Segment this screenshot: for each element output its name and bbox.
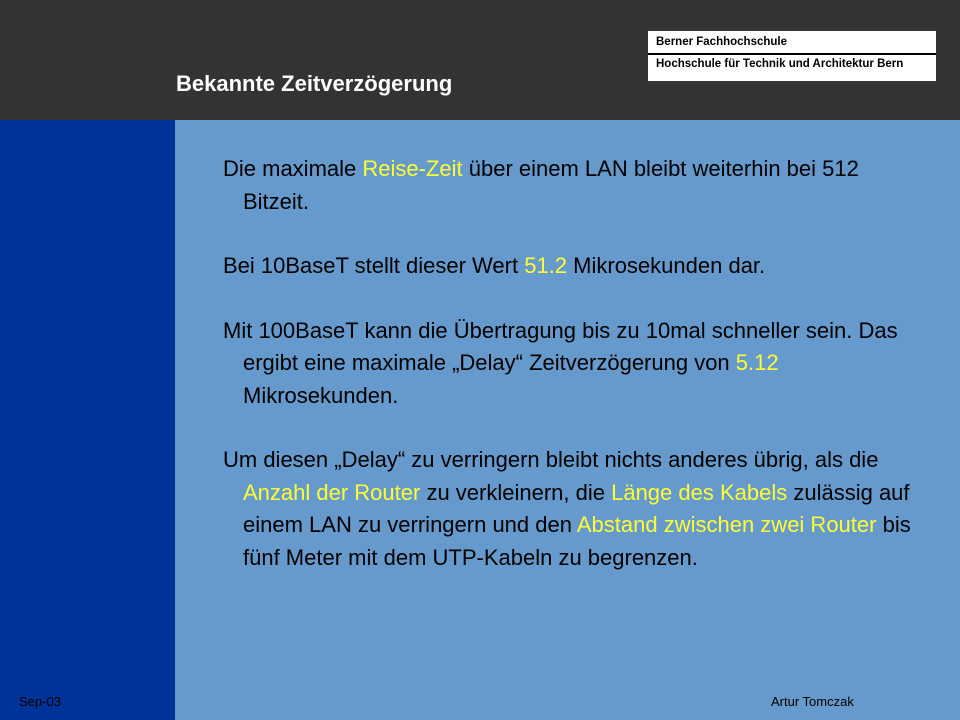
highlighted-term: Reise-Zeit [362, 156, 463, 181]
text-run: Mit 100BaseT kann die Übertragung bis zu 10mal schneller sein. Das ergibt eine maximale „Delay“ Zeitverzögerung von [223, 317, 898, 375]
paragraph-1 [223, 153, 913, 218]
highlighted-term: Länge des Kabels [611, 479, 788, 505]
paragraph-2 [223, 250, 913, 283]
highlighted-term: 5.12 [735, 350, 779, 375]
highlighted-term: Abstand zwischen zwei Router [576, 512, 877, 537]
slide-body [223, 153, 913, 574]
logo-line-1: Berner Fachhochschule [656, 36, 788, 48]
footer-author: Artur Tomczak [771, 694, 854, 709]
institution-logo [648, 31, 936, 81]
text-run: über einem LAN bleibt weiterhin bei 512 Bitzeit. [243, 156, 859, 214]
text-run: Mikrosekunden dar. [567, 253, 766, 278]
sidebar-bar [0, 120, 175, 720]
highlighted-term: 51.2 [524, 253, 568, 278]
highlighted-term: Anzahl der Router [243, 479, 421, 505]
text-run: zulässig auf einem LAN zu verringern und den [243, 479, 910, 537]
logo-divider [648, 53, 936, 55]
slide-title: Bekannte Zeitverzögerung [176, 71, 453, 96]
paragraph-3 [223, 315, 913, 413]
footer-date: Sep-03 [19, 694, 61, 709]
text-run: zu verkleinern, die [420, 479, 612, 505]
paragraph-4 [223, 444, 913, 574]
text-run: Mikrosekunden. [243, 382, 399, 408]
logo-line-2: Hochschule für Technik und Architektur Bern [656, 58, 904, 70]
text-run: Bei 10BaseT stellt dieser Wert [223, 253, 525, 278]
text-run: Die maximale [223, 156, 363, 181]
text-run: Um diesen „Delay“ zu verringern bleibt nichts anderes übrig, als die [223, 447, 879, 472]
text-run: bis fünf Meter mit dem UTP-Kabeln zu begrenzen. [243, 512, 911, 570]
